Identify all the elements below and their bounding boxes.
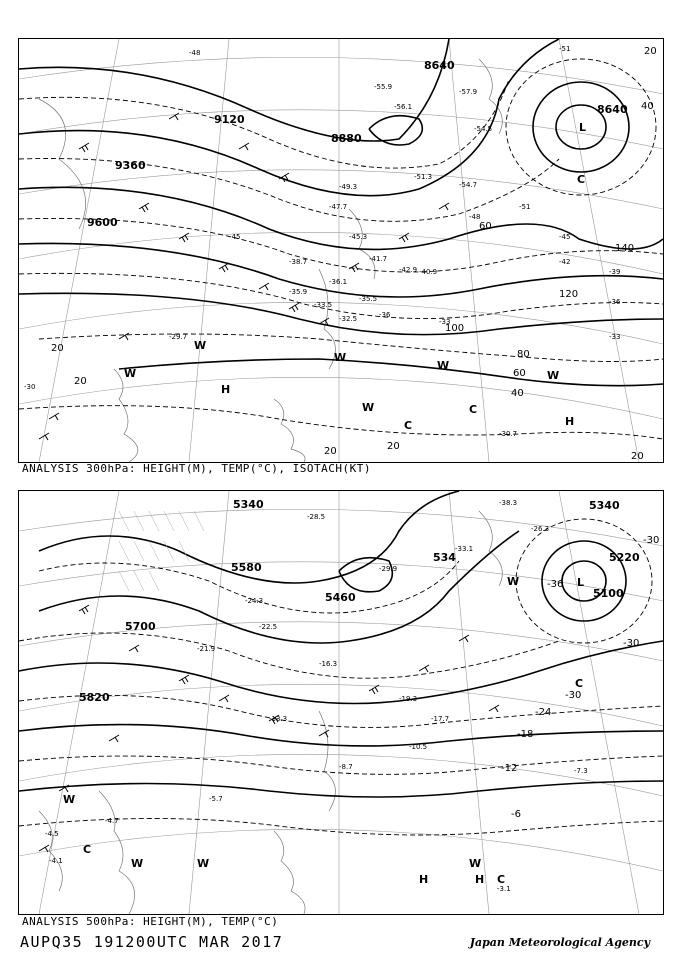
station-value: -26.3: [531, 525, 550, 533]
cold-center-symbol: C: [575, 677, 584, 690]
temperature-contours: [19, 519, 663, 835]
height-labels: [87, 59, 628, 229]
chart-datetime: 191200UTC MAR 2017: [93, 933, 284, 951]
height-label: 5460: [325, 591, 356, 604]
warm-center-symbol: W: [437, 359, 450, 372]
cold-center-symbol: C: [83, 843, 92, 856]
height-label: 9600: [87, 216, 118, 229]
height-label: 5820: [79, 691, 110, 704]
warm-center-symbol: W: [197, 857, 210, 870]
station-value: -54.7: [459, 181, 478, 189]
station-value: -21.9: [197, 645, 216, 653]
warm-center-symbol: W: [63, 793, 76, 806]
station-value: -47.7: [329, 203, 348, 211]
graticule: [19, 39, 663, 462]
agency-name: Japan Meteorological Agency: [469, 936, 650, 949]
height-label: 9120: [214, 113, 245, 126]
cold-center-symbol: C: [497, 873, 506, 886]
isotach-label: 100: [445, 323, 465, 334]
height-label: 5220: [609, 551, 640, 564]
station-value: -30.7: [499, 430, 518, 438]
map-500hpa-panel: [18, 490, 664, 915]
isotach-label: 120: [559, 289, 579, 300]
height-contours: [19, 491, 663, 797]
map-500hpa-canvas: [19, 491, 663, 914]
station-value: -8.7: [339, 763, 353, 771]
station-value: -22.5: [259, 623, 278, 631]
station-value: -5.7: [209, 795, 223, 803]
station-value: -49.3: [339, 183, 358, 191]
isotach-label: 140: [615, 243, 635, 254]
station-value: -40.9: [419, 268, 438, 276]
temp-label: -39: [609, 268, 621, 276]
station-value: -4.7: [105, 817, 119, 825]
station-value: -19.3: [399, 695, 418, 703]
coastline: [39, 511, 502, 914]
temp-label: -6: [511, 809, 521, 820]
station-value: -33.1: [455, 545, 474, 553]
temp-label: -36: [547, 579, 564, 590]
temp-label: -33: [609, 333, 621, 341]
height-label: 8640: [424, 59, 455, 72]
height-label: 9360: [115, 159, 146, 172]
station-value: -13.3: [269, 715, 288, 723]
temp-label: -48: [189, 49, 201, 57]
isotach-label: 20: [74, 376, 87, 387]
pressure-symbols: [124, 121, 586, 432]
temp-label: -51: [519, 203, 531, 211]
temp-label: -51: [559, 45, 571, 53]
station-value: -28.5: [307, 513, 326, 521]
station-value: -51.3: [414, 173, 433, 181]
high-center-symbol: H: [221, 383, 231, 396]
isotach-label: 20: [51, 343, 64, 354]
cold-center-symbol: C: [469, 403, 478, 416]
warm-center-symbol: W: [362, 401, 375, 414]
isotach-label: 80: [517, 349, 530, 360]
station-value: -38.3: [499, 499, 518, 507]
isotach-label: 20: [631, 451, 644, 462]
station-value: -4.1: [49, 857, 63, 865]
high-center-symbol: H: [419, 873, 429, 886]
temp-label: -48: [469, 213, 481, 221]
station-value: -32.5: [339, 315, 358, 323]
temp-label: -45: [229, 233, 241, 241]
height-label: 5340: [233, 498, 264, 511]
station-value: -16.3: [319, 660, 338, 668]
height-contours: [19, 39, 663, 386]
station-value: -24.3: [245, 597, 264, 605]
warm-center-symbol: W: [507, 575, 520, 588]
temp-label: -33: [439, 318, 451, 326]
station-value: -56.1: [394, 103, 413, 111]
bottom-panel-caption: ANALYSIS 500hPa: HEIGHT(M), TEMP(°C): [22, 915, 279, 928]
chart-identifier: [20, 933, 283, 951]
station-value: -10.5: [409, 743, 428, 751]
height-label: 5340: [589, 499, 620, 512]
warm-center-symbol: W: [334, 351, 347, 364]
station-value: -17.7: [431, 715, 450, 723]
station-value: -41.7: [369, 255, 388, 263]
temp-label: -12: [501, 763, 518, 774]
map-300hpa-panel: [18, 38, 664, 463]
temp-label: -30: [623, 638, 640, 649]
station-value: -35.5: [359, 295, 378, 303]
temp-label: -36: [609, 298, 621, 306]
isotach-label: 60: [479, 221, 492, 232]
station-value: -35.9: [289, 288, 308, 296]
isotach-label: 40: [511, 388, 524, 399]
station-value: -57.9: [459, 88, 478, 96]
station-value: -42.9: [399, 266, 418, 274]
station-value: -36.1: [329, 278, 348, 286]
height-label: 8880: [331, 132, 362, 145]
height-label: 5580: [231, 561, 262, 574]
warm-center-symbol: W: [131, 857, 144, 870]
temp-label: -30: [24, 383, 36, 391]
temp-label: -42: [559, 258, 571, 266]
cold-center-symbol: C: [404, 419, 413, 432]
warm-center-symbol: W: [124, 367, 137, 380]
height-label: 5100: [593, 587, 624, 600]
height-label: 5700: [125, 620, 156, 633]
warm-center-symbol: W: [547, 369, 560, 382]
station-value: -4.5: [45, 830, 59, 838]
isotach-label: 60: [513, 368, 526, 379]
station-value: -29.9: [379, 565, 398, 573]
height-label: 534: [433, 551, 456, 564]
coastline: [39, 59, 502, 462]
low-center-symbol: L: [579, 121, 587, 134]
station-value: -55.9: [374, 83, 393, 91]
temp-label: -24: [535, 707, 552, 718]
chart-code: AUPQ35: [20, 933, 84, 951]
map-300hpa-canvas: [19, 39, 663, 462]
station-value: -33.5: [314, 301, 333, 309]
wind-barbs: [39, 605, 499, 852]
station-value: -7.3: [574, 767, 588, 775]
isotach-label: 20: [387, 441, 400, 452]
station-value: -3.1: [497, 885, 511, 893]
isotach-label: 40: [641, 101, 654, 112]
isotach-label: 20: [644, 46, 657, 57]
station-value: -54.5: [474, 125, 493, 133]
top-panel-caption: ANALYSIS 300hPa: HEIGHT(M), TEMP(°C), ISOTACH(KT): [22, 462, 372, 475]
temp-label: -36: [379, 311, 391, 319]
high-center-symbol: H: [475, 873, 485, 886]
station-value: -29.7: [169, 333, 188, 341]
height-label: 8640: [597, 103, 628, 116]
warm-center-symbol: W: [194, 339, 207, 352]
low-center-symbol: L: [577, 576, 585, 589]
moist-region: [119, 511, 204, 591]
temp-label: -30: [643, 535, 660, 546]
cold-center-symbol: C: [577, 173, 586, 186]
station-value: -38.7: [289, 258, 308, 266]
temp-label: -18: [517, 729, 534, 740]
station-value: -45.3: [349, 233, 368, 241]
temp-label: -45: [559, 233, 571, 241]
high-center-symbol: H: [565, 415, 575, 428]
isotach-label: 20: [324, 446, 337, 457]
temp-label: -30: [565, 690, 582, 701]
warm-center-symbol: W: [469, 857, 482, 870]
